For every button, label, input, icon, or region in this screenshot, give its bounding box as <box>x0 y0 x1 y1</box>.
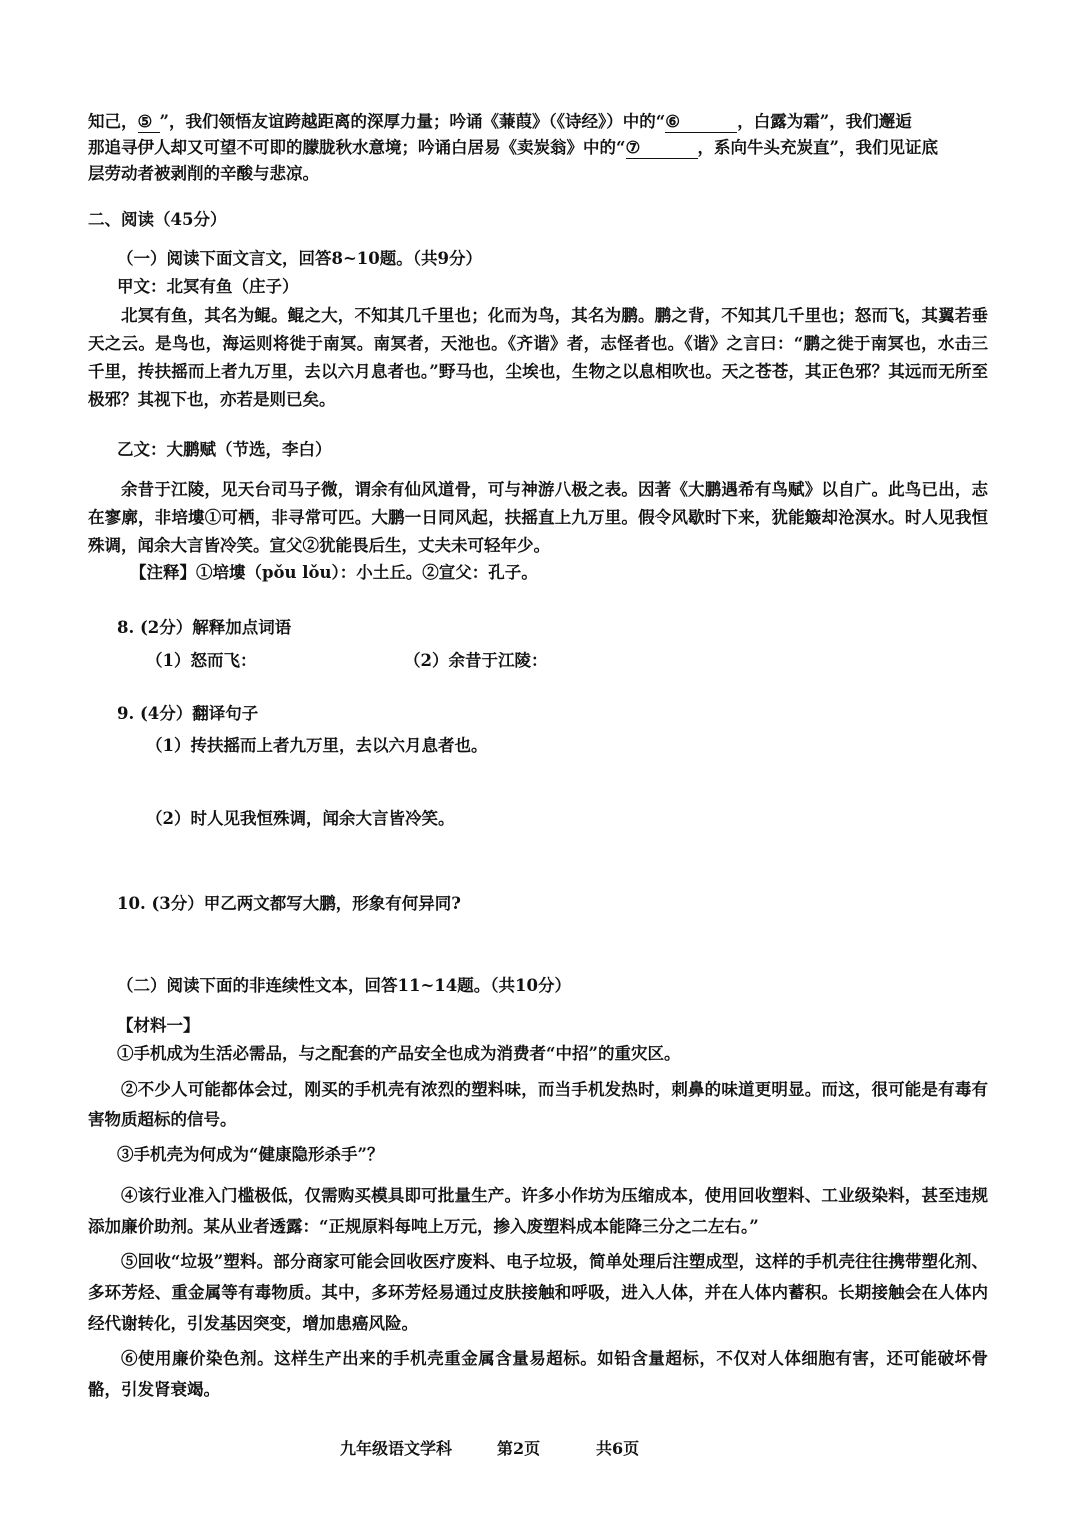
q10-stem: 10. (3分）甲乙两文都写大鹏，形象有何异同? <box>117 894 461 913</box>
annotation-note: 【注释】①培塿（pǒu lǒu）：小土丘。②宣父：孔子。 <box>130 563 538 582</box>
jia-text: 北冥有鱼，其名为鲲。鲲之大，不知其几千里也；化而为鸟，其名为鹏。鹏之背，不知其几千里也；怒而飞，其翼若垂天之云。是鸟也，海运则将徙于南冥。南冥者，天池也。《齐谐》者，志怪者也。《谐》之言曰：“鹏之徙于南冥也，水击三千里，抟扶摇而上者九万里，去以六月息者也。”野马也，尘埃也，生物之以息相吹也。天之苍苍，其正色邪？其远而无所至极邪？其视下也，亦若是则已矣。 <box>88 306 988 409</box>
intro-text: 那追寻伊人却又可望不可即的朦胧秋水意境；吟诵白居易《卖炭翁》中的“ <box>88 138 626 157</box>
jia-title: 甲文：北冥有鱼（庄子） <box>117 277 299 296</box>
footer-page-number: 第2页 <box>497 1439 541 1458</box>
material-paragraph-4: ④该行业准入门槛极低，仅需购买模具即可批量生产。许多小作坊为压缩成本，使用回收塑料、工业级染料，甚至违规添加廉价助剂。某从业者透露：“正规原料每吨上万元，掺入废塑料成本能降三分之二左右。” <box>88 1186 988 1236</box>
material-paragraph-1: ①手机成为生活必需品，与之配套的产品安全也成为消费者“中招”的重灾区。 <box>117 1044 681 1063</box>
q8-stem: 8. (2分）解释加点词语 <box>117 618 292 637</box>
intro-line-2 <box>88 135 1008 161</box>
footer-total-pages: 共6页 <box>596 1439 640 1458</box>
q9-item-1: （1）抟扶摇而上者九万里，去以六月息者也。 <box>146 736 488 755</box>
part2-instruction: （二）阅读下面的非连续性文本，回答11~14题。（共10分） <box>117 976 571 995</box>
intro-text: 知己， <box>88 112 138 131</box>
footer-subject: 九年级语文学科 <box>340 1439 453 1458</box>
section-title: 二、阅读（45分） <box>88 210 227 229</box>
blank-6: ⑥ <box>665 112 737 133</box>
material-paragraph-3: ③手机壳为何成为“健康隐形杀手”？ <box>117 1145 384 1164</box>
yi-text: 余昔于江陵，见天台司马子微，谓余有仙风道骨，可与神游八极之表。因著《大鹏遇希有鸟赋》以自广。此鸟已出，志在寥廓，非培塿①可栖，非寻常可匹。大鹏一日同风起，扶摇直上九万里。假令风歇时下来，犹能簸却沧溟水。时人见我恒殊调，闻余大言皆冷笑。宣父②犹能畏后生，丈夫未可轻年少。 <box>88 480 988 555</box>
intro-text: ，白露为霜”，我们邂逅 <box>737 112 912 131</box>
q9-item-2: （2）时人见我恒殊调，闻余大言皆冷笑。 <box>146 809 455 828</box>
blank-7: ⑦ <box>626 138 698 159</box>
intro-text: ”，我们领悟友谊跨越距离的深厚力量；吟诵《蒹葭》（《诗经》）中的“ <box>159 112 666 131</box>
material-paragraph-2: ②不少人可能都体会过，刚买的手机壳有浓烈的塑料味，而当手机发热时，刺鼻的味道更明显。而这，很可能是有毒有害物质超标的信号。 <box>88 1080 988 1129</box>
material-paragraph-6: ⑥使用廉价染色剂。这样生产出来的手机壳重金属含量易超标。如铅含量超标，不仅对人体细胞有害，还可能破坏骨骼，引发肾衰竭。 <box>88 1349 988 1399</box>
intro-line-1 <box>88 109 1008 135</box>
q9-stem: 9. (4分）翻译句子 <box>117 704 259 723</box>
material-1-title: 【材料一】 <box>117 1016 200 1035</box>
part1-instruction: （一）阅读下面文言文，回答8~10题。（共9分） <box>117 249 482 268</box>
blank-5: ⑤ <box>138 112 160 133</box>
intro-line-3: 层劳动者被剥削的辛酸与悲凉。 <box>88 164 319 183</box>
intro-text: ，系向牛头充炭直”，我们见证底 <box>697 138 938 157</box>
q8-item-1: （1）怒而飞： <box>146 651 257 670</box>
yi-title: 乙文：大鹏赋（节选，李白） <box>117 440 332 459</box>
material-paragraph-5: ⑤回收“垃圾”塑料。部分商家可能会回收医疗废料、电子垃圾，简单处理后注塑成型，这样的手机壳往往携带塑化剂、多环芳烃、重金属等有毒物质。其中，多环芳烃易通过皮肤接触和呼吸，进入人体，并在人体内蓄积。长期接触会在人体内经代谢转化，引发基因突变，增加患癌风险。 <box>88 1252 988 1333</box>
q8-item-2: （2）余昔于江陵： <box>404 651 548 670</box>
